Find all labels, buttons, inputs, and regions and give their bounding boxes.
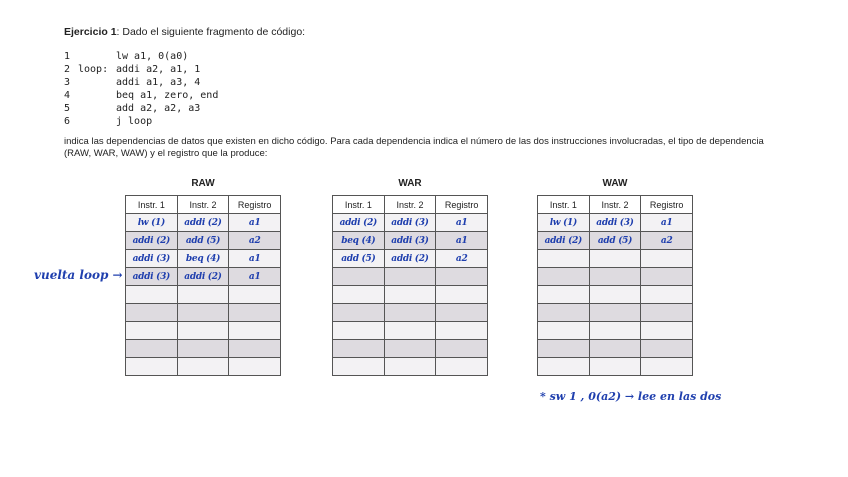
table-row <box>538 232 693 250</box>
table-cell[interactable] <box>436 304 488 322</box>
table-row <box>126 286 281 304</box>
table-row <box>333 286 488 304</box>
table-row <box>126 358 281 376</box>
table-row <box>333 250 488 268</box>
table-row <box>538 286 693 304</box>
column-header: Registro <box>641 196 693 214</box>
table-row <box>333 232 488 250</box>
table-cell[interactable] <box>589 304 641 322</box>
table-cell[interactable]: a1 <box>229 268 281 286</box>
line-label: loop: <box>78 64 109 75</box>
table-cell[interactable] <box>641 286 693 304</box>
table-row <box>538 340 693 358</box>
line-number: 6 <box>64 116 71 127</box>
table-cell[interactable] <box>229 340 281 358</box>
table-cell[interactable] <box>333 304 385 322</box>
table-row <box>333 358 488 376</box>
header-row <box>126 196 281 214</box>
table-cell[interactable] <box>641 322 693 340</box>
table-cell[interactable]: addi (2) <box>177 268 229 286</box>
table-cell[interactable] <box>229 358 281 376</box>
raw-table-container <box>125 178 281 376</box>
table-cell[interactable]: a2 <box>436 250 488 268</box>
table-cell[interactable] <box>384 322 436 340</box>
table-cell[interactable]: lw (1) <box>538 214 590 232</box>
column-header: Instr. 1 <box>333 196 385 214</box>
table-cell[interactable]: lw (1) <box>126 214 178 232</box>
table-cell[interactable] <box>333 286 385 304</box>
table-row <box>333 214 488 232</box>
table-row <box>538 358 693 376</box>
table-cell[interactable] <box>384 358 436 376</box>
table-row <box>538 304 693 322</box>
table-row <box>126 268 281 286</box>
table-row <box>333 268 488 286</box>
header-row <box>538 196 693 214</box>
table-cell[interactable] <box>126 340 178 358</box>
column-header: Instr. 2 <box>177 196 229 214</box>
exercise-heading <box>64 26 305 38</box>
table-cell[interactable] <box>538 286 590 304</box>
column-header: Instr. 2 <box>384 196 436 214</box>
code-line <box>64 63 218 76</box>
table-cell[interactable] <box>589 286 641 304</box>
table-cell[interactable]: addi (3) <box>126 268 178 286</box>
table-cell[interactable]: beq (4) <box>333 232 385 250</box>
table-row <box>333 322 488 340</box>
table-cell[interactable] <box>538 304 590 322</box>
table-cell[interactable] <box>333 340 385 358</box>
table-cell[interactable] <box>589 268 641 286</box>
table-cell[interactable] <box>538 268 590 286</box>
table-cell[interactable]: a1 <box>436 214 488 232</box>
line-number: 2 <box>64 64 71 75</box>
table-cell[interactable]: a1 <box>229 214 281 232</box>
table-cell[interactable] <box>177 304 229 322</box>
table-cell[interactable] <box>384 304 436 322</box>
table-cell[interactable] <box>436 358 488 376</box>
table-cell[interactable] <box>126 358 178 376</box>
table-cell[interactable] <box>177 322 229 340</box>
table-cell[interactable] <box>641 340 693 358</box>
table-cell[interactable]: a1 <box>641 214 693 232</box>
line-number: 3 <box>64 77 71 88</box>
code-line <box>64 102 218 115</box>
table-cell[interactable] <box>538 250 590 268</box>
column-header: Instr. 1 <box>126 196 178 214</box>
table-row <box>126 322 281 340</box>
line-instruction: beq a1, zero, end <box>116 90 219 101</box>
table-cell[interactable] <box>641 268 693 286</box>
table-cell[interactable] <box>177 286 229 304</box>
table-cell[interactable]: a2 <box>641 232 693 250</box>
table-cell[interactable] <box>126 286 178 304</box>
table-cell[interactable]: addi (2) <box>126 232 178 250</box>
exercise-subtitle: : Dado el siguiente fragmento de código: <box>116 26 306 38</box>
table-cell[interactable] <box>589 250 641 268</box>
column-header: Registro <box>229 196 281 214</box>
table-cell[interactable] <box>229 304 281 322</box>
line-number: 4 <box>64 90 71 101</box>
table-row <box>333 340 488 358</box>
table-title-waw: WAW <box>602 178 628 189</box>
table-cell[interactable] <box>589 340 641 358</box>
table-cell[interactable]: addi (3) <box>384 232 436 250</box>
table-row <box>126 232 281 250</box>
column-header: Registro <box>436 196 488 214</box>
table-cell[interactable]: add (5) <box>589 232 641 250</box>
table-cell[interactable] <box>333 268 385 286</box>
war-table <box>332 195 488 376</box>
table-cell[interactable] <box>538 322 590 340</box>
table-row <box>333 304 488 322</box>
table-cell[interactable] <box>641 304 693 322</box>
table-cell[interactable] <box>384 286 436 304</box>
table-row <box>538 250 693 268</box>
table-cell[interactable] <box>436 286 488 304</box>
task-instructions: indica las dependencias de datos que existen en dicho código. Para cada dependencia indica el número de las dos instrucciones involucradas, el tipo de dependencia (RAW, WAR, WAW) y el registro que la produce: <box>64 136 764 159</box>
table-cell[interactable] <box>436 268 488 286</box>
table-cell[interactable]: a1 <box>229 250 281 268</box>
line-instruction: add a2, a2, a3 <box>116 103 201 114</box>
table-cell[interactable] <box>126 322 178 340</box>
handwritten-note-sw: * sw 1 , 0(a2) → lee en las dos <box>540 390 722 403</box>
waw-table <box>537 195 693 376</box>
table-cell[interactable]: addi (2) <box>538 232 590 250</box>
table-cell[interactable] <box>589 358 641 376</box>
code-block <box>64 50 218 128</box>
raw-table <box>125 195 281 376</box>
table-cell[interactable] <box>589 322 641 340</box>
table-cell[interactable] <box>177 358 229 376</box>
table-cell[interactable] <box>538 358 590 376</box>
line-instruction: lw a1, 0(a0) <box>116 51 189 62</box>
table-cell[interactable]: addi (2) <box>384 250 436 268</box>
table-cell[interactable] <box>333 358 385 376</box>
handwritten-note-loop: vuelta loop → <box>34 268 123 282</box>
table-cell[interactable]: beq (4) <box>177 250 229 268</box>
table-cell[interactable] <box>641 358 693 376</box>
table-cell[interactable] <box>641 250 693 268</box>
table-title-war: WAR <box>398 178 422 189</box>
table-cell[interactable] <box>333 322 385 340</box>
table-row <box>126 340 281 358</box>
table-cell[interactable] <box>436 322 488 340</box>
code-line <box>64 50 218 63</box>
line-number: 5 <box>64 103 71 114</box>
code-line <box>64 89 218 102</box>
table-row <box>538 322 693 340</box>
header-row <box>333 196 488 214</box>
column-header: Instr. 1 <box>538 196 590 214</box>
table-cell[interactable] <box>384 340 436 358</box>
table-title-raw: RAW <box>191 178 215 189</box>
waw-table-container <box>537 178 693 376</box>
line-instruction: j loop <box>116 116 153 127</box>
line-number: 1 <box>64 51 71 62</box>
table-cell[interactable] <box>177 340 229 358</box>
table-cell[interactable]: add (5) <box>333 250 385 268</box>
exercise-title: Ejercicio 1 <box>64 26 117 38</box>
table-cell[interactable]: addi (2) <box>333 214 385 232</box>
line-instruction: addi a1, a3, 4 <box>116 77 201 88</box>
table-cell[interactable] <box>384 268 436 286</box>
table-cell[interactable] <box>229 322 281 340</box>
table-row <box>126 250 281 268</box>
table-cell[interactable]: addi (2) <box>177 214 229 232</box>
table-cell[interactable] <box>538 340 590 358</box>
table-row <box>538 268 693 286</box>
table-row <box>538 214 693 232</box>
table-cell[interactable]: addi (3) <box>384 214 436 232</box>
code-line <box>64 76 218 89</box>
table-row <box>126 214 281 232</box>
table-cell[interactable] <box>436 340 488 358</box>
war-table-container <box>332 178 488 376</box>
line-instruction: addi a2, a1, 1 <box>116 64 201 75</box>
code-line <box>64 115 218 128</box>
table-cell[interactable] <box>229 286 281 304</box>
table-cell[interactable]: add (5) <box>177 232 229 250</box>
table-cell[interactable]: addi (3) <box>589 214 641 232</box>
column-header: Instr. 2 <box>589 196 641 214</box>
table-row <box>126 304 281 322</box>
table-cell[interactable]: a1 <box>436 232 488 250</box>
table-cell[interactable]: addi (3) <box>126 250 178 268</box>
table-cell[interactable] <box>126 304 178 322</box>
table-cell[interactable]: a2 <box>229 232 281 250</box>
